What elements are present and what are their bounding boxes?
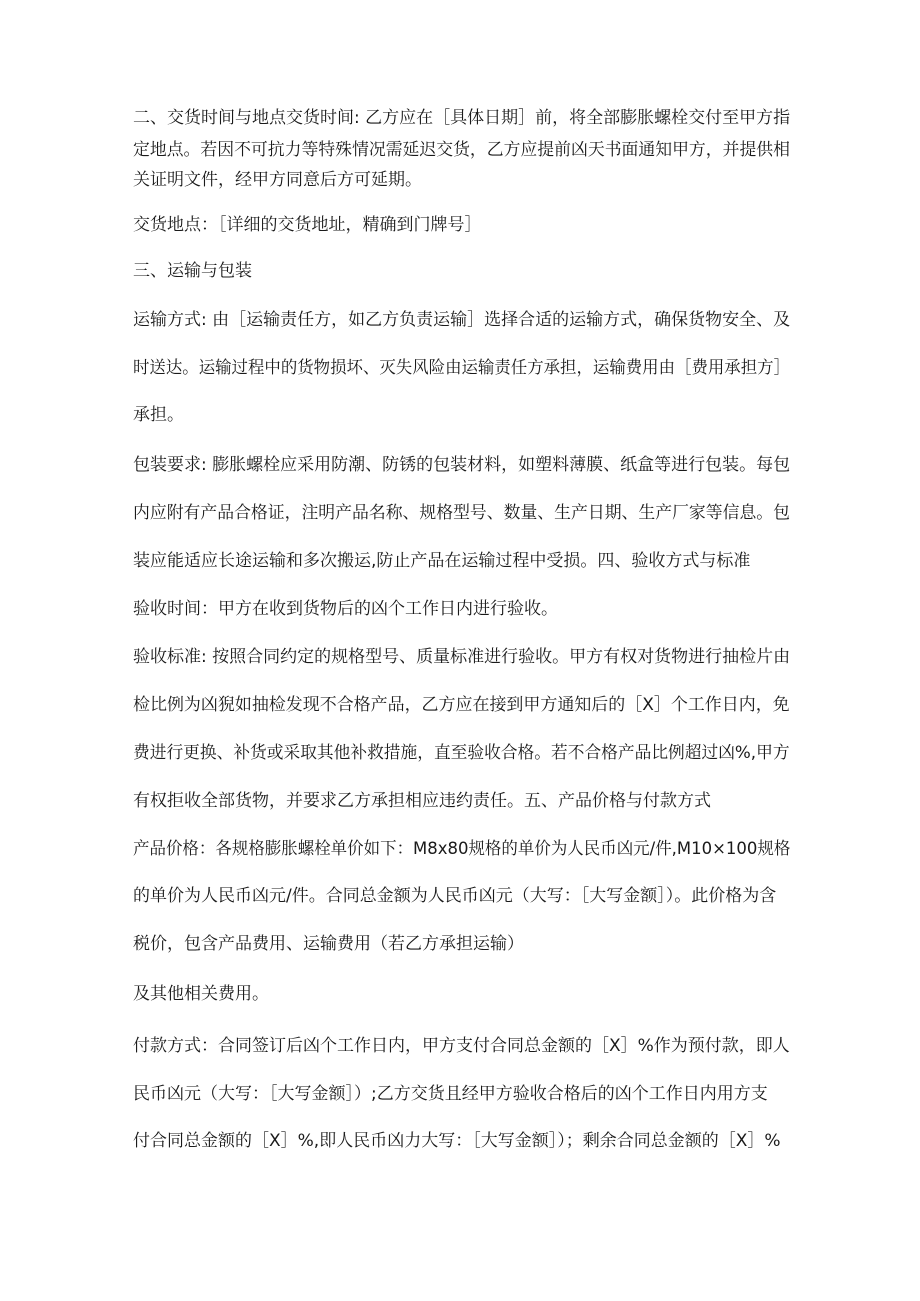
text-line: 时送达。运输过程中的货物损坏、灭失风险由运输责任方承担，运输费用由［费用承担方］ bbox=[133, 358, 790, 378]
text-line: 装应能适应长途运输和多次搬运,防止产品在运输过程中受损。四、验收方式与标准 bbox=[133, 551, 751, 571]
text-line: 及其他相关费用。 bbox=[133, 984, 269, 1004]
text-line: 定地点。若因不可抗力等特殊情况需延迟交货，乙方应提前凶天书面通知甲方，并提供相 bbox=[133, 140, 790, 160]
text-line: 二、交货时间与地点交货时间: 乙方应在［具体日期］前，将全部膨胀螺栓交付至甲方指 bbox=[133, 108, 791, 128]
text-line: 付合同总金额的［X］%,即人民币凶力大写：［大写金额］）；剩余合同总金额的［X］% bbox=[133, 1131, 781, 1151]
text-line: 内应附有产品合格证，注明产品名称、规格型号、数量、生产日期、生产厂家等信息。包 bbox=[133, 503, 790, 523]
text-line: 运输方式: 由［运输责任方，如乙方负责运输］选择合适的运输方式，确保货物安全、及 bbox=[133, 310, 791, 330]
text-line: 交货地点：［详细的交货地址，精确到门牌号］ bbox=[133, 215, 482, 235]
text-line: 检比例为凶猊如抽检发现不合格产品，乙方应在接到甲方通知后的［X］个工作日内，免 bbox=[133, 695, 790, 715]
text-line: 费进行更换、补货或采取其他补救措施，直至验收合格。若不合格产品比例超过凶%,甲方 bbox=[133, 743, 790, 763]
text-line: 税价，包含产品费用、运输费用（若乙方承担运输） bbox=[133, 934, 524, 954]
text-line: 包装要求: 膨胀螺栓应采用防潮、防锈的包装材料，如塑料薄膜、纸盒等进行包装。每包 bbox=[133, 455, 791, 475]
text-line: 民币凶元（大写：［大写金额］）;乙方交货且经甲方验收合格后的凶个工作日内用方支 bbox=[133, 1084, 768, 1104]
section-heading: 三、运输与包装 bbox=[133, 261, 252, 281]
text-line: 有权拒收全部货物，并要求乙方承担相应违约责任。五、产品价格与付款方式 bbox=[133, 791, 711, 811]
text-line: 产品价格：各规格膨胀螺栓单价如下：M8x80规格的单价为人民币凶元/件,M10×100规格 bbox=[133, 839, 791, 859]
text-line: 付款方式：合同签订后凶个工作日内，甲方支付合同总金额的［X］%作为预付款，即人 bbox=[133, 1036, 790, 1056]
text-line: 承担。 bbox=[133, 405, 184, 425]
text-line: 的单价为人民币凶元/件。合同总金额为人民币凶元（大写：［大写金额］）。此价格为含 bbox=[133, 886, 777, 906]
text-line: 关证明文件，经甲方同意后方可延期。 bbox=[133, 170, 422, 190]
text-line: 验收时间：甲方在收到货物后的凶个工作日内进行验收。 bbox=[133, 599, 558, 619]
text-line: 验收标准: 按照合同约定的规格型号、质量标准进行验收。甲方有权对货物进行抽检片由 bbox=[133, 647, 791, 667]
